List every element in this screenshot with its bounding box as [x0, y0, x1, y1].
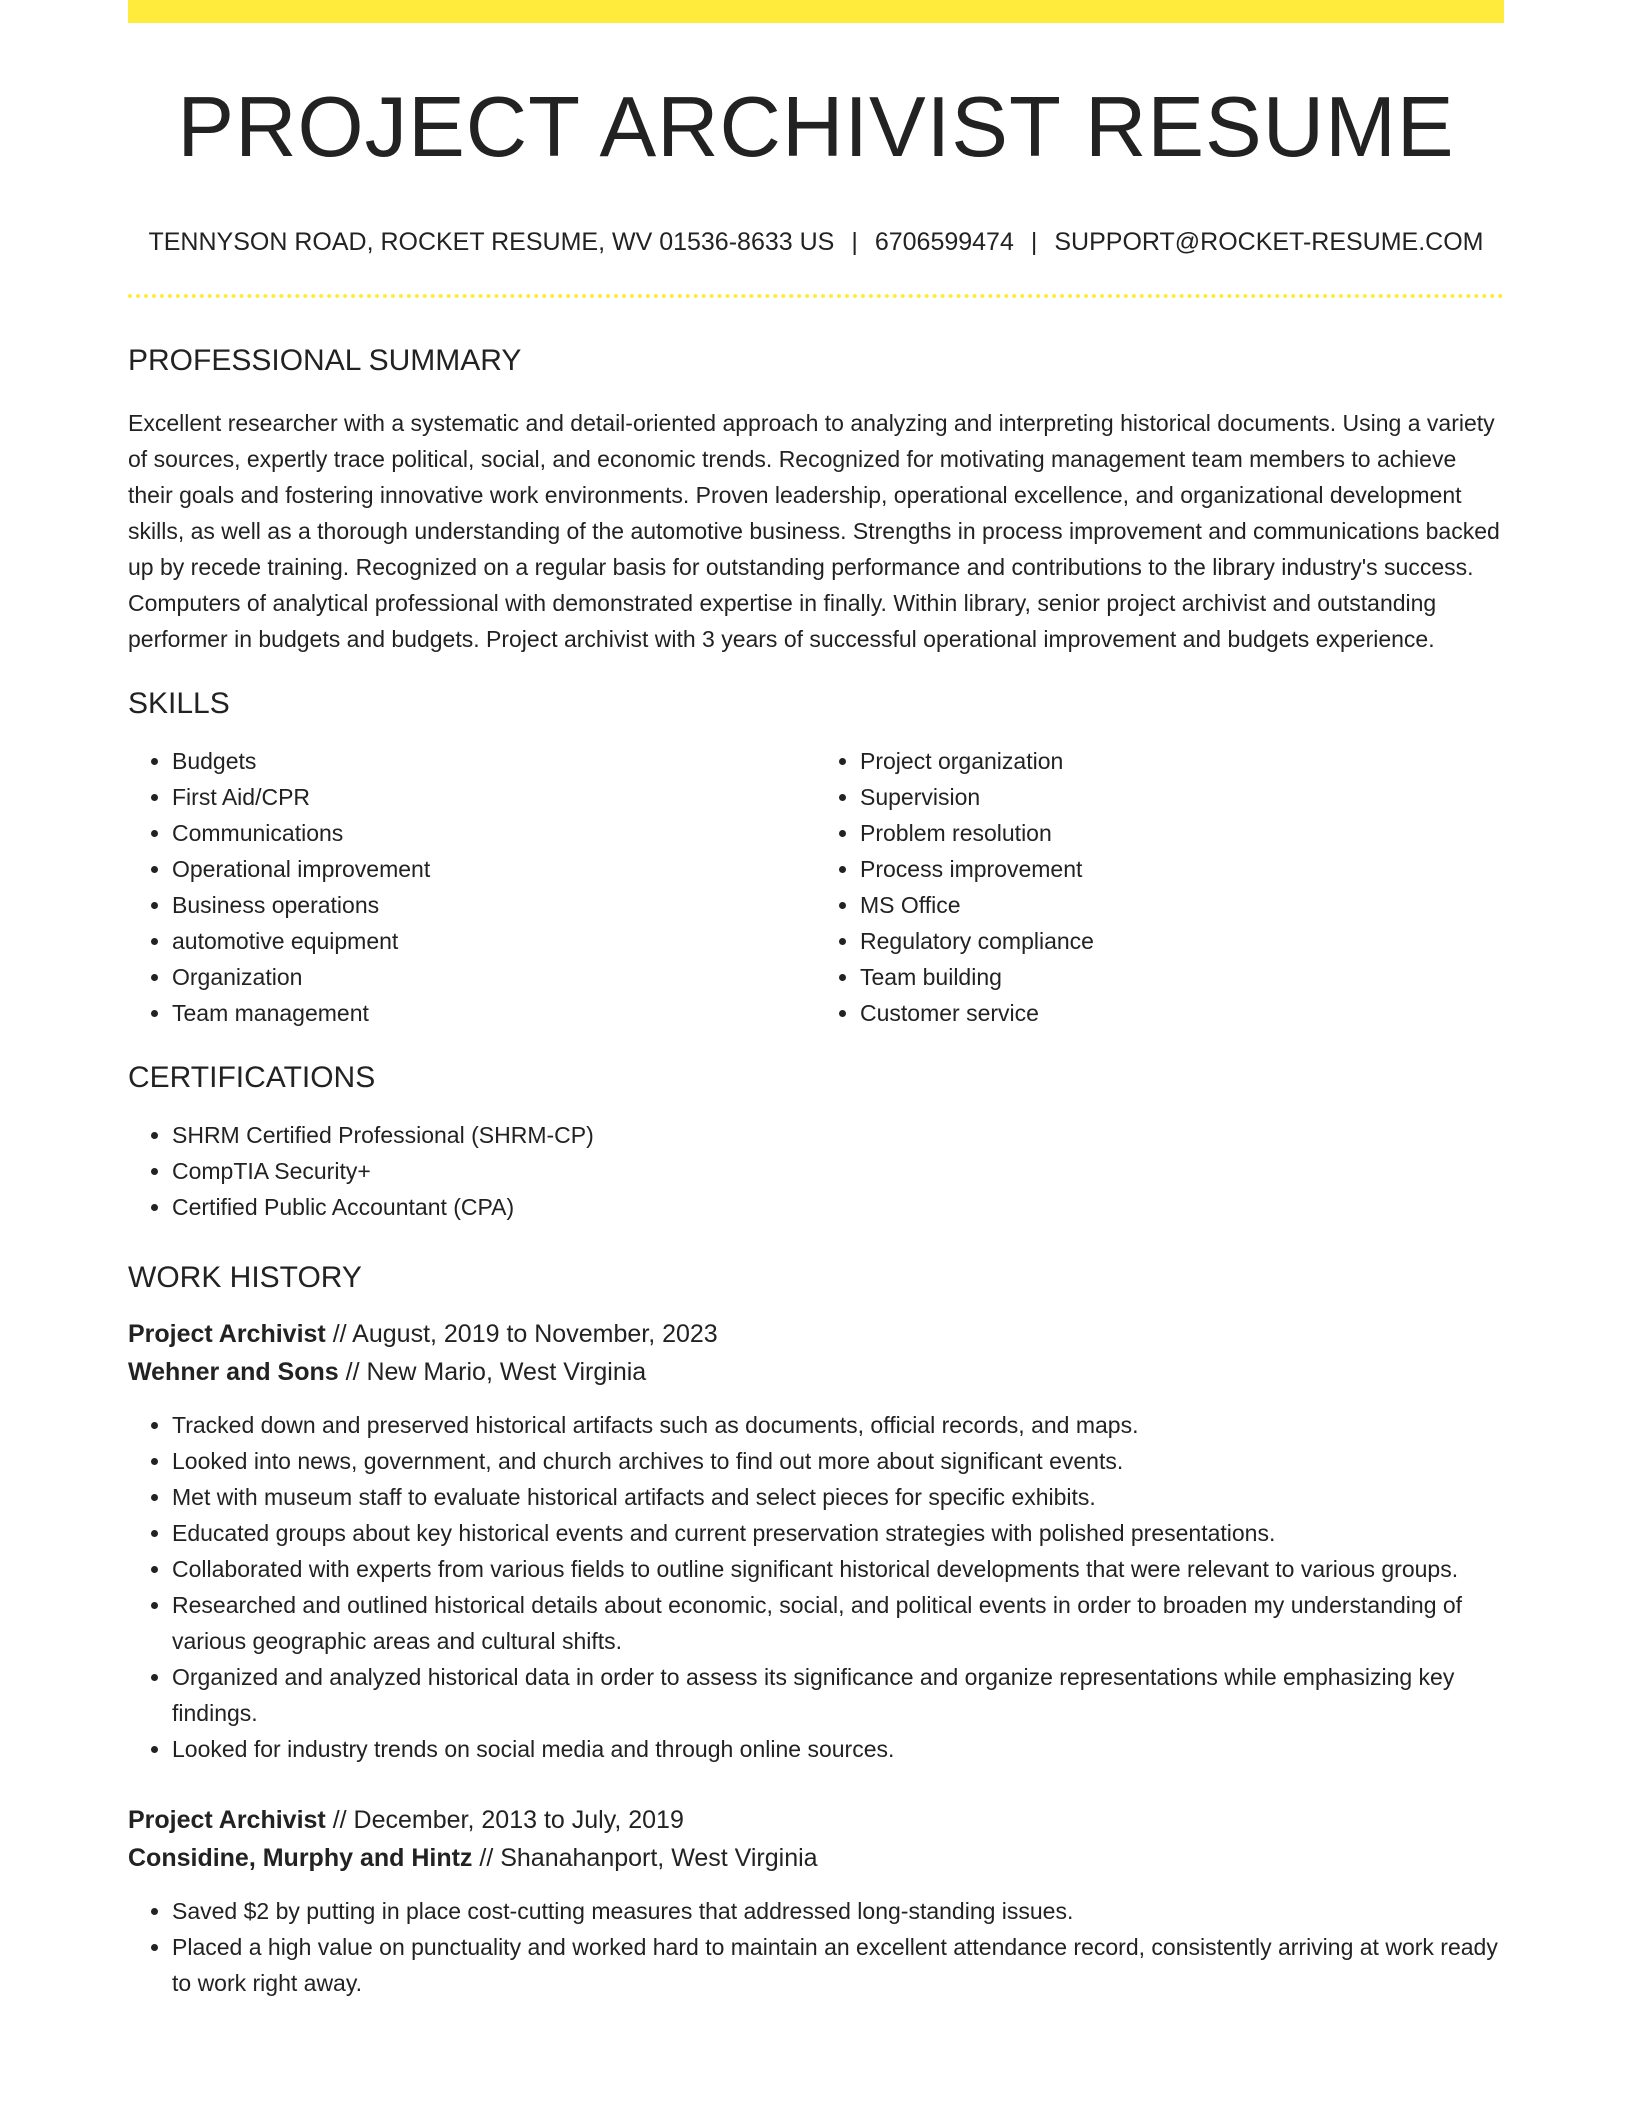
job-bullet: • Organized and analyzed historical data in order to assess its significance and organize representations while emphasizing key findings.: [172, 1659, 1504, 1731]
skill-item: • Project organization: [860, 743, 1504, 779]
job-company: Wehner and Sons: [128, 1358, 339, 1386]
job-bullet: • Met with museum staff to evaluate historical artifacts and select pieces for specific exhibits.: [172, 1479, 1504, 1515]
skills-list-left: [128, 743, 816, 1031]
contact-phone: 6706599474: [874, 228, 1014, 256]
certifications-heading: CERTIFICATIONS: [128, 1061, 376, 1094]
skill-item: • automotive equipment: [172, 923, 816, 959]
skill-item: • First Aid/CPR: [172, 779, 816, 815]
job-entry: [128, 1315, 1504, 1767]
job-location: // New Mario, West Virginia: [345, 1358, 647, 1386]
job-bullet: • Educated groups about key historical events and current preservation strategies with polished presentations.: [172, 1515, 1504, 1551]
certification-item: • CompTIA Security+: [172, 1153, 1504, 1189]
summary-heading: PROFESSIONAL SUMMARY: [128, 344, 522, 377]
skill-item: • Customer service: [860, 995, 1504, 1031]
certification-item: • SHRM Certified Professional (SHRM-CP): [172, 1117, 1504, 1153]
skill-item: • Process improvement: [860, 851, 1504, 887]
job-company-line: [128, 1839, 1504, 1877]
job-company-line: [128, 1353, 1504, 1391]
job-bullets: [128, 1893, 1504, 2001]
job-bullet: • Tracked down and preserved historical artifacts such as documents, official records, and maps.: [172, 1407, 1504, 1443]
job-bullet: • Placed a high value on punctuality and worked hard to maintain an excellent attendance record, consistently arriving at work ready to work right away.: [172, 1929, 1504, 2001]
skill-item: • Organization: [172, 959, 816, 995]
job-dates: // December, 2013 to July, 2019: [332, 1806, 684, 1834]
accent-bar: [128, 0, 1504, 23]
dotted-divider: [128, 294, 1504, 298]
job-bullet: • Collaborated with experts from various fields to outline significant historical developments that were relevant to various groups.: [172, 1551, 1504, 1587]
job-bullets: [128, 1407, 1504, 1767]
contact-address: TENNYSON ROAD, ROCKET RESUME, WV 01536-8633 US: [148, 228, 835, 256]
skills-heading: SKILLS: [128, 687, 230, 720]
job-bullet: • Looked for industry trends on social media and through online sources.: [172, 1731, 1504, 1767]
job-title: Project Archivist: [128, 1320, 326, 1348]
job-bullet: • Saved $2 by putting in place cost-cutting measures that addressed long-standing issues.: [172, 1893, 1504, 1929]
skill-item: • Team building: [860, 959, 1504, 995]
certifications-list: [128, 1117, 1504, 1225]
job-dates: // August, 2019 to November, 2023: [332, 1320, 718, 1348]
skill-item: • MS Office: [860, 887, 1504, 923]
skill-item: • Operational improvement: [172, 851, 816, 887]
job-title-line: [128, 1801, 1504, 1839]
contact-line: [128, 230, 1504, 255]
job-bullet: • Looked into news, government, and church archives to find out more about significant events.: [172, 1443, 1504, 1479]
resume-title: PROJECT ARCHIVIST RESUME: [177, 80, 1455, 175]
job-location: // Shanahanport, West Virginia: [479, 1844, 818, 1872]
skill-item: • Communications: [172, 815, 816, 851]
job-company: Considine, Murphy and Hintz: [128, 1844, 473, 1872]
contact-separator: |: [851, 228, 858, 256]
skill-item: • Regulatory compliance: [860, 923, 1504, 959]
skill-item: • Budgets: [172, 743, 816, 779]
job-bullet: • Researched and outlined historical details about economic, social, and political events in order to broaden my understanding of various geographic areas and cultural shifts.: [172, 1587, 1504, 1659]
job-title: Project Archivist: [128, 1806, 326, 1834]
contact-separator: |: [1030, 228, 1038, 256]
certification-item: • Certified Public Accountant (CPA): [172, 1189, 1504, 1225]
contact-email: SUPPORT@ROCKET-RESUME.COM: [1054, 228, 1484, 256]
work-history-heading: WORK HISTORY: [128, 1261, 362, 1294]
skill-item: • Supervision: [860, 779, 1504, 815]
resume-page: [128, 0, 1504, 2001]
skill-item: • Problem resolution: [860, 815, 1504, 851]
skill-item: • Team management: [172, 995, 816, 1031]
skills-grid: [128, 743, 1504, 1031]
job-title-line: [128, 1315, 1504, 1353]
skill-item: • Business operations: [172, 887, 816, 923]
summary-text: Excellent researcher with a systematic and detail-oriented approach to analyzing and interpreting historical documents. Using a variety of sources, expertly trace political, social, and economic trends. Recognized for motivating management team members to achieve their goals and fostering innovative work environments. Proven leadership, operational excellence, and organizational development skills, as well as a thorough understanding of the automotive business. Strengths in process improvement and communications backed up by recede training. Recognized on a regular basis for outstanding performance and contributions to the library industry's success. Computers of analytical professional with demonstrated expertise in finally. Within library, senior project archivist and outstanding performer in budgets and budgets. Project archivist with 3 years of successful operational improvement and budgets experience.: [128, 410, 1500, 652]
skills-list-right: [816, 743, 1504, 1031]
job-entry: [128, 1801, 1504, 2001]
